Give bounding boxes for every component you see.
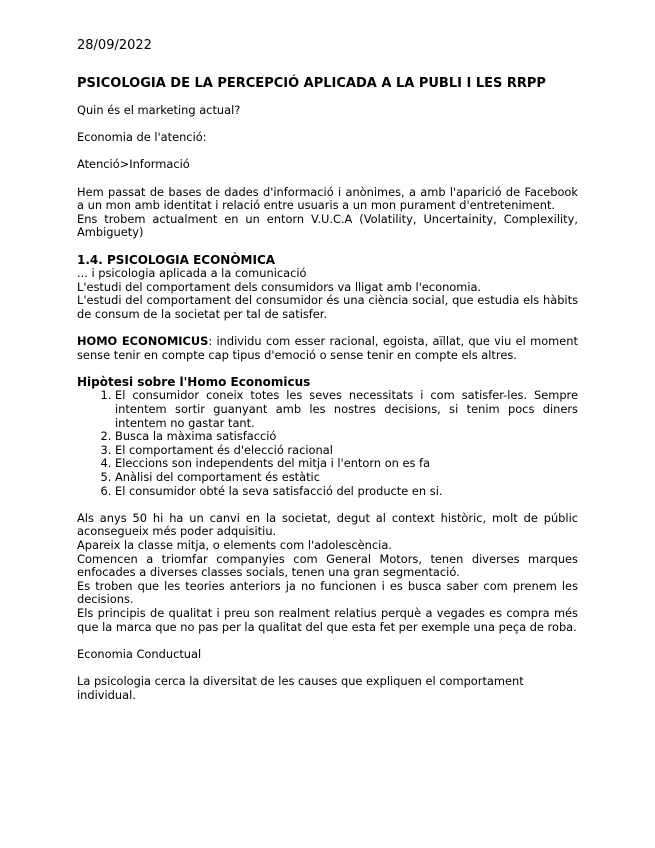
spacer bbox=[77, 362, 578, 376]
paragraph-vuca: Ens trobem actualment en un entorn V.U.C.A (Volatility, Uncertainity, Complexility, Ambiguety) bbox=[77, 211, 578, 240]
paragraph-general-motors: Comencen a triomfar companyies com General Motors, tenen diverses marques enfocades a diverses classes socials, tenen una gran segmentació. bbox=[77, 551, 578, 580]
list-item: 1. El consumidor coneix totes les seves necessitats i com satisfer-les. Sempre intentem sortir guanyant amb les nostres decisions, si tenim pocs diners intentem no gastar tant. bbox=[115, 389, 578, 430]
list-item: 3. El comportament és d'elecció racional bbox=[115, 444, 578, 458]
document-title: PSICOLOGIA DE LA PERCEPCIÓ APLICADA A LA PUBLI I LES RRPP bbox=[77, 76, 546, 91]
spacer bbox=[77, 634, 578, 648]
paragraph-facebook: Hem passat de bases de dades d'informació i anònimes, a amb l'aparició de Facebook a un mon amb identitat i relació entre usuaris a un mon purament d'entreteniment. bbox=[77, 184, 578, 213]
paragraph-50s: Als anys 50 hi ha un canvi en la societat, degut al context històric, molt de públic aconsegueix més poder adquisitiu. bbox=[77, 510, 578, 539]
hypothesis-list bbox=[77, 389, 578, 498]
homo-economicus-definition bbox=[77, 335, 578, 362]
paragraph-theories: Es troben que les teories anteriors ja no funcionen i es busca saber com prenem les decisions. bbox=[77, 578, 578, 607]
spacer bbox=[77, 498, 578, 512]
spacer bbox=[77, 240, 578, 254]
hypothesis-heading: Hipòtesi sobre l'Homo Economicus bbox=[77, 374, 311, 389]
spacer bbox=[77, 118, 578, 132]
attention-information: Atenció>Informació bbox=[77, 157, 190, 172]
section-subtitle: ... i psicologia aplicada a la comunicació bbox=[77, 266, 307, 281]
attention-economy-label: Economia de l'atenció: bbox=[77, 130, 207, 145]
spacer bbox=[77, 172, 578, 186]
list-item: 5. Anàlisi del comportament és estàtic bbox=[115, 471, 578, 485]
list-item: 4. Eleccions son independents del mitja i l'entorn on es fa bbox=[115, 457, 578, 471]
spacer bbox=[77, 322, 578, 336]
paragraph-middle-class: Apareix la classe mitja, o elements com l'adolescència. bbox=[77, 538, 392, 552]
section-heading: 1.4. PSICOLOGIA ECONÒMICA bbox=[77, 252, 276, 267]
question-marketing: Quin és el marketing actual? bbox=[77, 103, 241, 117]
spacer bbox=[77, 661, 578, 675]
section-line-economy: L'estudi del comportament dels consumidors va lligat amb l'economia. bbox=[77, 279, 482, 294]
homo-economicus-term: HOMO ECONOMICUS bbox=[77, 334, 209, 349]
list-item: 6. El consumidor obté la seva satisfacció del producte en si. bbox=[115, 485, 578, 499]
behavioral-economics-label: Economia Conductual bbox=[77, 646, 202, 661]
document-page bbox=[77, 38, 578, 702]
document-date: 28/09/2022 bbox=[77, 38, 152, 53]
paragraph-psychology: La psicologia cerca la diversitat de les causes que expliquen el comportament individual. bbox=[77, 673, 524, 702]
spacer bbox=[77, 145, 578, 159]
section-line-science: L'estudi del comportament del consumidor és una ciència social, que estudia els hàbits de consum de la societat per tal de satisfer. bbox=[77, 293, 578, 321]
paragraph-quality-price: Els principis de qualitat i preu son realment relatius perquè a vegades es compra més que la marca que no pas per la qualitat del que esta fet per exemple una peça de roba. bbox=[77, 605, 578, 634]
list-item: 2. Busca la màxima satisfacció bbox=[115, 430, 578, 444]
homo-economicus-text: : individu com esser racional, egoista, aïllat, que viu el moment sense tenir en compte cap tipus d'emoció o sense tenir en compte els altres. bbox=[77, 334, 578, 362]
